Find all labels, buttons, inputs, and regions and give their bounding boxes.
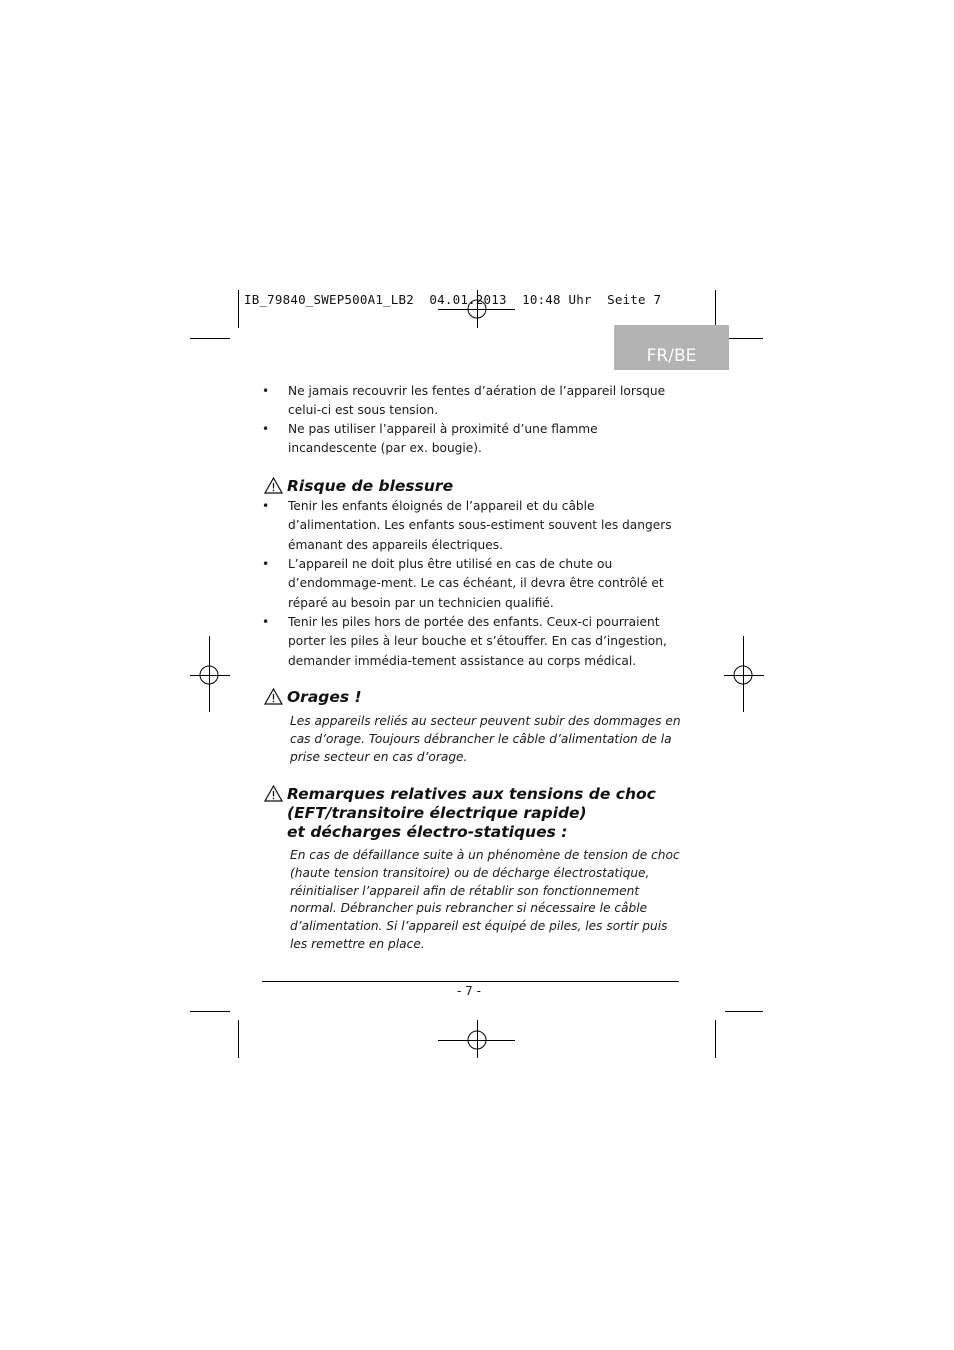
section-title: Orages ! — [287, 688, 362, 706]
section-heading-storms — [264, 688, 362, 707]
language-tab: FR/BE — [614, 325, 729, 370]
bullet-text: Tenir les enfants éloignés de l’appareil et du câble d’alimentation. Les enfants sous-estiment souvent les dangers émanant des appareils électriques. — [288, 499, 672, 552]
bullet-marker: • — [262, 422, 270, 436]
storms-paragraph: Les appareils reliés au secteur peuvent subir des dommages en cas d’orage. Toujours débrancher le câble d’alimentation de la prise secteur en cas d’orage. — [290, 714, 681, 764]
print-slug-line: IB_79840_SWEP500A1_LB2 04.01.2013 10:48 Uhr Seite 7 — [244, 292, 662, 307]
list-item — [262, 382, 682, 421]
bullet-text: Ne pas utiliser l’appareil à proximité d’une flamme incandescente (par ex. bougie). — [288, 422, 598, 456]
list-item — [262, 555, 682, 613]
list-item — [262, 420, 682, 459]
bullet-text: Tenir les piles hors de portée des enfants. Ceux-ci pourraient porter les piles à leur bouche et s’étouffer. En cas d’ingestion, demander immédia-tement assistance au corps médical. — [288, 615, 667, 668]
section-heading-injury — [264, 477, 453, 496]
surge-paragraph: En cas de défaillance suite à un phénomène de tension de choc (haute tension transitoire) ou de décharge électrostatique, réinitialiser l’appareil afin de rétablir son fonctionnement normal. Débrancher puis rebrancher si nécessaire le câble d’alimentation. Si l’appareil est équipé de piles, les sortir puis les remettre en place. — [290, 848, 680, 951]
list-item — [262, 613, 682, 671]
warning-triangle-icon — [264, 477, 283, 494]
bullet-marker: • — [262, 615, 270, 629]
list-item — [262, 497, 682, 555]
bullet-marker: • — [262, 499, 270, 513]
bullet-marker: • — [262, 384, 270, 398]
bullet-marker: • — [262, 557, 270, 571]
warning-triangle-icon — [264, 785, 283, 802]
bullet-text: Ne jamais recouvrir les fentes d’aération de l’appareil lorsque celui-ci est sous tension. — [288, 384, 666, 418]
bullet-text: L’appareil ne doit plus être utilisé en cas de chute ou d’endommage-ment. Le cas échéant, il devra être contrôlé et réparé au besoin par un technicien qualifié. — [288, 557, 664, 610]
section-title-line: (EFT/transitoire électrique rapide) — [287, 804, 587, 822]
section-heading-surge — [264, 785, 656, 842]
section-title-line: Remarques relatives aux tensions de choc — [287, 785, 656, 803]
footer-rule — [262, 981, 679, 982]
warning-triangle-icon — [264, 688, 283, 705]
section-title: Risque de blessure — [287, 477, 454, 495]
page-number: - 7 - — [457, 984, 481, 998]
section-title-line: et décharges électro-statiques : — [287, 823, 568, 841]
